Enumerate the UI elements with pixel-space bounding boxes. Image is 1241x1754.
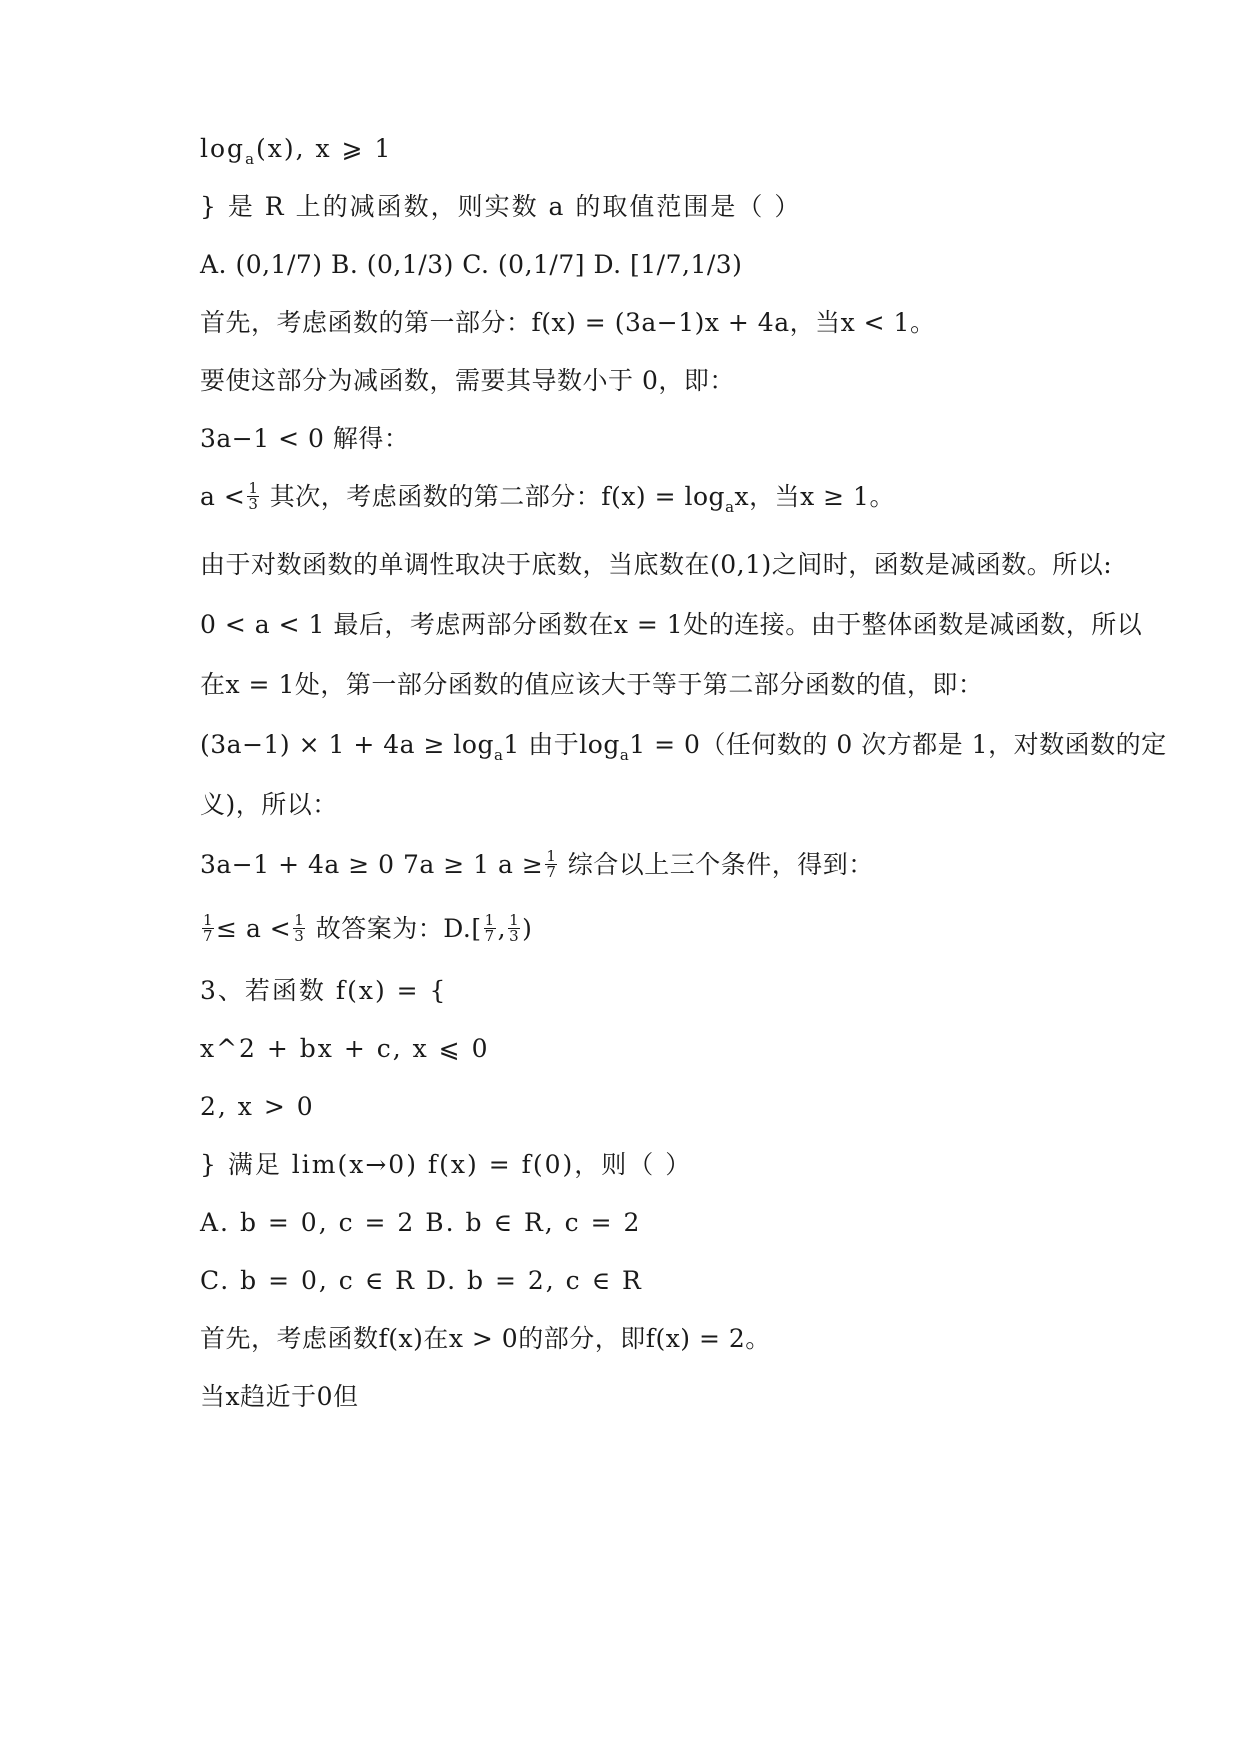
line-9: 0 < a < 1 最后，考虑两部分函数在x = 1处的连接。由于整体函数是减函数，所以 bbox=[200, 610, 1143, 639]
fraction: $\frac{1}{3}$ bbox=[294, 911, 305, 945]
line-21: 首先，考虑函数f(x)在x > 0的部分，即f(x) = 2。 bbox=[200, 1324, 771, 1353]
line-11: $(3a-1) \times 1 + 4a \ge \log_a1$ 由于$\log_a1 = 0$（任何数的 0 次方都是 1，对数函数的定 bbox=[200, 730, 1167, 764]
line-7: a < $\frac{1}{3}$ 其次，考虑函数的第二部分：$f(x) = \log_ax$，当x ≥ 1。 bbox=[200, 479, 895, 516]
fraction: $\frac{1}{7}$ bbox=[484, 911, 495, 945]
line-3: A. (0,1/7) B. (0,1/3) C. (0,1/7] D. [1/7,1/3) bbox=[200, 250, 743, 279]
line-20: C. b = 0, c ∈ R D. b = 2, c ∈ R bbox=[200, 1266, 643, 1295]
line-4: 首先，考虑函数的第一部分：f(x) = (3a−1)x + 4a，当x < 1。 bbox=[200, 308, 936, 337]
line-17: 2, x > 0 bbox=[200, 1092, 315, 1121]
line-8: 由于对数函数的单调性取决于底数，当底数在(0,1)之间时，函数是减函数。所以: bbox=[200, 550, 1113, 579]
line-14: $\frac{1}{7}$ ≤ a < $\frac{1}{3}$ 故答案为：D.[ $\frac{1}{7}$ , $\frac{1}{3}$ ) bbox=[203, 911, 533, 945]
line-15: 3、若函数 f(x) = { bbox=[200, 976, 448, 1005]
fraction: $\frac{1}{3}$ bbox=[509, 911, 520, 945]
fraction: $\frac{1}{7}$ bbox=[203, 911, 214, 945]
fraction: $\frac{1}{7}$ bbox=[546, 847, 557, 881]
fraction: $\frac{1}{3}$ bbox=[248, 479, 259, 513]
line-5: 要使这部分为减函数，需要其导数小于 0，即： bbox=[200, 366, 735, 395]
line-1: $\log_a(x)$, x ⩾ 1 bbox=[200, 134, 393, 168]
line-2: } 是 R 上的减函数，则实数 a 的取值范围是（ ） bbox=[200, 192, 802, 221]
line-19: A. b = 0, c = 2 B. b ∈ R, c = 2 bbox=[200, 1208, 642, 1237]
line-16: x^2 + bx + c, x ⩽ 0 bbox=[200, 1034, 490, 1063]
line-6: 3a−1 < 0 解得： bbox=[200, 424, 410, 453]
line-13: 3a−1 + 4a ≥ 0 7a ≥ 1 a ≥ $\frac{1}{7}$ 综合以上三个条件，得到： bbox=[200, 847, 874, 881]
line-10: 在x = 1处，第一部分函数的值应该大于等于第二部分函数的值，即： bbox=[200, 670, 984, 699]
line-22: 当x趋近于0但 bbox=[200, 1382, 359, 1411]
line-18: } 满足 lim(x→0) f(x) = f(0)，则（ ） bbox=[200, 1150, 693, 1179]
line-12: 义)，所以： bbox=[200, 790, 338, 819]
